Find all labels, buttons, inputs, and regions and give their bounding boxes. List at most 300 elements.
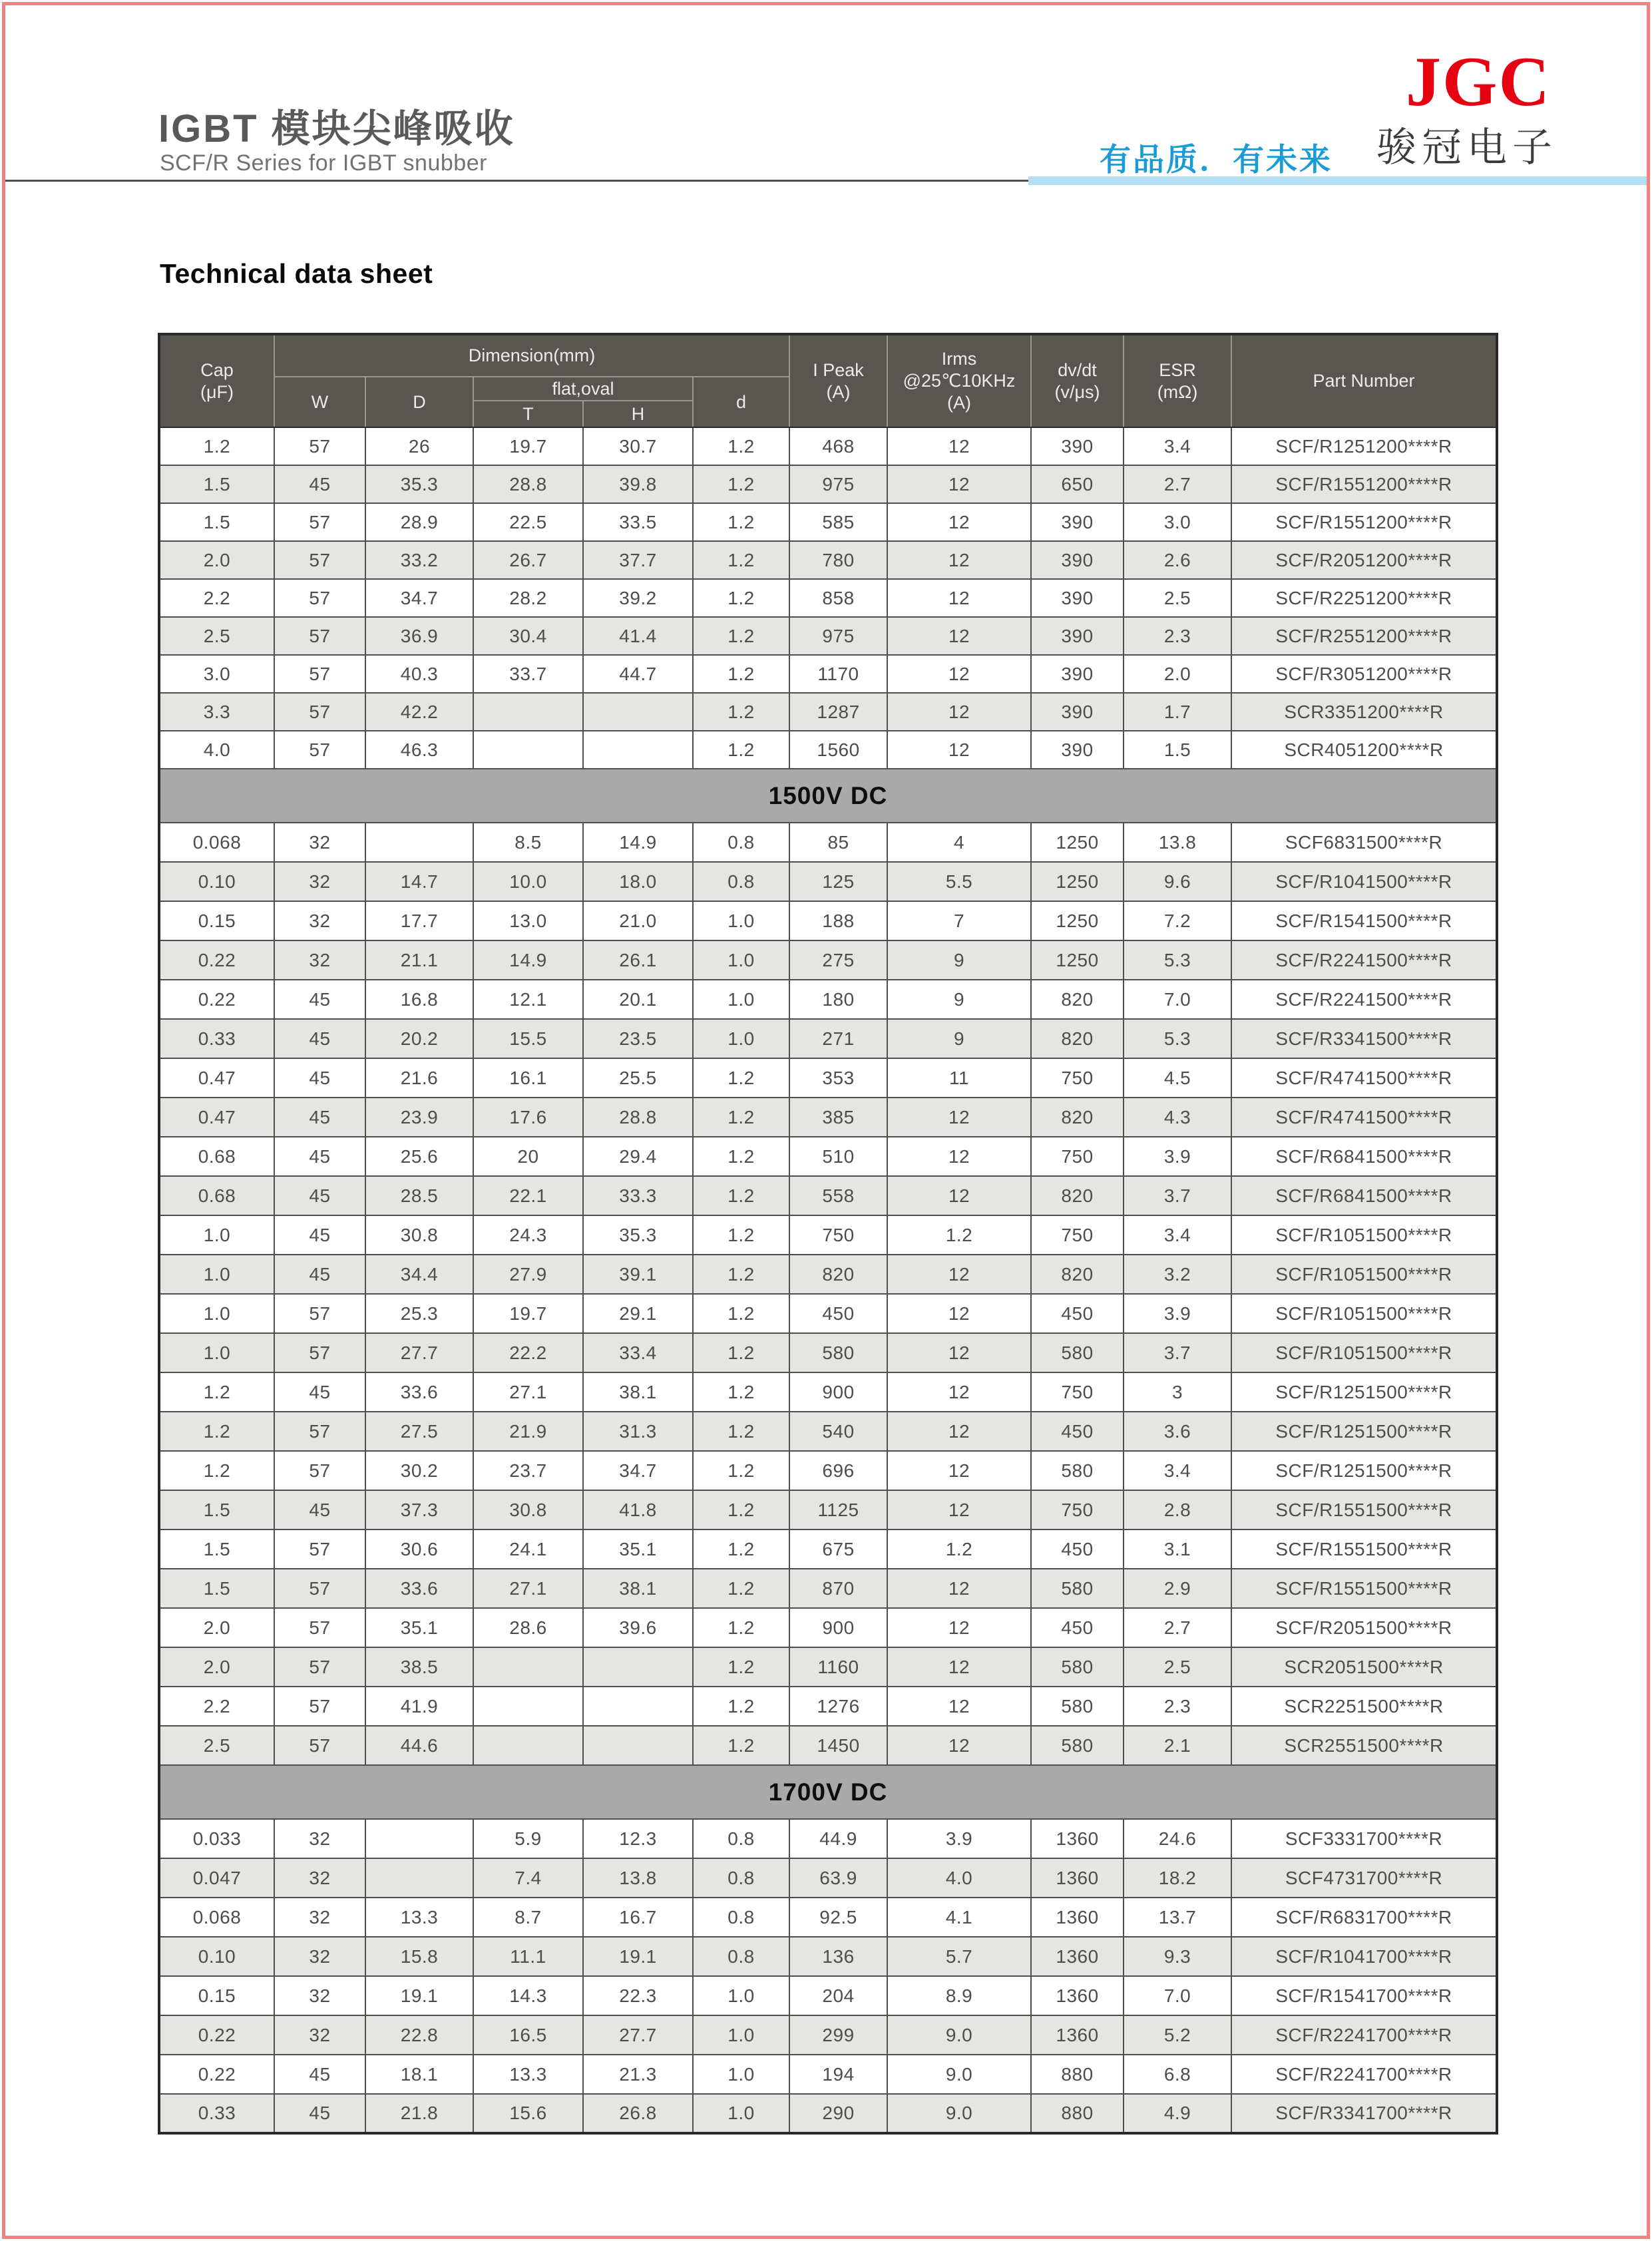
cell: 23.7 — [473, 1451, 583, 1490]
cell: 1.2 — [693, 1372, 789, 1412]
cell: 30.8 — [365, 1215, 473, 1255]
cell: 29.4 — [583, 1137, 693, 1176]
cell: 1.7 — [1124, 693, 1231, 731]
cell: 57 — [274, 1412, 365, 1451]
cell: SCF/R1251500****R — [1231, 1372, 1497, 1412]
cell: 1.0 — [159, 1255, 274, 1294]
table-row — [159, 2094, 1497, 2133]
cell: SCF/R1041500****R — [1231, 862, 1497, 901]
cell: 1.2 — [693, 1333, 789, 1372]
dvdt-label: dv/dt — [1058, 359, 1097, 380]
cell: 12 — [887, 1647, 1031, 1687]
cell: 2.0 — [159, 541, 274, 579]
cell: SCF/R1051500****R — [1231, 1333, 1497, 1372]
table-row — [159, 2015, 1497, 2055]
cell: 1.5 — [1124, 731, 1231, 769]
cell: 3.7 — [1124, 1333, 1231, 1372]
cell: 30.4 — [473, 617, 583, 655]
cell: 1.2 — [693, 1647, 789, 1687]
cell: 0.15 — [159, 901, 274, 940]
cell: 870 — [789, 1569, 887, 1608]
cell: 3.9 — [1124, 1137, 1231, 1176]
table-row — [159, 1215, 1497, 1255]
cell: 57 — [274, 1608, 365, 1647]
cell: 136 — [789, 1937, 887, 1976]
cell: 0.47 — [159, 1098, 274, 1137]
table-row — [159, 465, 1497, 503]
cell: SCF/R3051200****R — [1231, 655, 1497, 693]
cell: SCF/R1041700****R — [1231, 1937, 1497, 1976]
cell: 9.0 — [887, 2015, 1031, 2055]
cell: 26.7 — [473, 541, 583, 579]
cell: 510 — [789, 1137, 887, 1176]
cell: 33.6 — [365, 1372, 473, 1412]
cell: SCR4051200****R — [1231, 731, 1497, 769]
table-row — [159, 655, 1497, 693]
cell — [583, 1647, 693, 1687]
cell: 57 — [274, 1569, 365, 1608]
cell: 9 — [887, 940, 1031, 980]
cell: 57 — [274, 1529, 365, 1569]
cell: 1.5 — [159, 465, 274, 503]
cell: 1.2 — [887, 1529, 1031, 1569]
table-row — [159, 901, 1497, 940]
cell: 39.6 — [583, 1608, 693, 1647]
cell: 30.8 — [473, 1490, 583, 1529]
cell: 750 — [789, 1215, 887, 1255]
cell: 353 — [789, 1058, 887, 1098]
cell: SCF/R6841500****R — [1231, 1137, 1497, 1176]
cell: 1.0 — [693, 1019, 789, 1058]
cell: 12 — [887, 1098, 1031, 1137]
table-row — [159, 1019, 1497, 1058]
cell: 28.9 — [365, 503, 473, 541]
cell: 9.0 — [887, 2094, 1031, 2133]
cell: 46.3 — [365, 731, 473, 769]
cell: 18.1 — [365, 2055, 473, 2094]
cell: 57 — [274, 1451, 365, 1490]
cell: SCF/R2551200****R — [1231, 617, 1497, 655]
cell: 1.2 — [693, 1098, 789, 1137]
cell: 390 — [1031, 617, 1124, 655]
cell: 20.2 — [365, 1019, 473, 1058]
col-header-cap — [159, 334, 274, 427]
cell: SCF/R2241700****R — [1231, 2015, 1497, 2055]
cell: 750 — [1031, 1215, 1124, 1255]
table-row — [159, 1333, 1497, 1372]
cell: 1360 — [1031, 1819, 1124, 1858]
cell: 1.2 — [887, 1215, 1031, 1255]
cell: 580 — [1031, 1687, 1124, 1726]
cell: 22.2 — [473, 1333, 583, 1372]
cell: 14.9 — [583, 823, 693, 862]
cell: 390 — [1031, 655, 1124, 693]
table-row — [159, 693, 1497, 731]
cell: 30.2 — [365, 1451, 473, 1490]
cell: 45 — [274, 1215, 365, 1255]
cell: 1.0 — [693, 2094, 789, 2133]
cell: 1.2 — [159, 1372, 274, 1412]
cell: 27.1 — [473, 1569, 583, 1608]
cell: 45 — [274, 2055, 365, 2094]
cell: 1.2 — [693, 579, 789, 617]
cell: 1.2 — [693, 693, 789, 731]
cell: 820 — [1031, 980, 1124, 1019]
cell: 41.8 — [583, 1490, 693, 1529]
cell: 2.2 — [159, 579, 274, 617]
cell: 12 — [887, 617, 1031, 655]
table-row — [159, 731, 1497, 769]
cell: SCF/R6841500****R — [1231, 1176, 1497, 1215]
cell: 1.2 — [693, 465, 789, 503]
cell: 2.5 — [1124, 579, 1231, 617]
cell: 57 — [274, 579, 365, 617]
cell: 25.6 — [365, 1137, 473, 1176]
cell: 16.8 — [365, 980, 473, 1019]
cell: 28.5 — [365, 1176, 473, 1215]
cell: 385 — [789, 1098, 887, 1137]
cell: 12 — [887, 1333, 1031, 1372]
cell — [365, 823, 473, 862]
cell: 30.7 — [583, 427, 693, 465]
cell: 9.6 — [1124, 862, 1231, 901]
cell: SCF/R3341700****R — [1231, 2094, 1497, 2133]
cell: 2.0 — [159, 1608, 274, 1647]
cell: 820 — [1031, 1255, 1124, 1294]
cell: 4.0 — [159, 731, 274, 769]
cell: 1.2 — [693, 427, 789, 465]
cell: SCF3331700****R — [1231, 1819, 1497, 1858]
cell: 45 — [274, 1019, 365, 1058]
cell: 36.9 — [365, 617, 473, 655]
cell: 33.6 — [365, 1569, 473, 1608]
cell: 1.0 — [693, 980, 789, 1019]
section-band-row — [159, 769, 1497, 823]
cell: 37.7 — [583, 541, 693, 579]
cell: 35.3 — [583, 1215, 693, 1255]
ipeak-label: I Peak — [813, 359, 864, 380]
cell: 12 — [887, 541, 1031, 579]
cell: 696 — [789, 1451, 887, 1490]
cell: 34.4 — [365, 1255, 473, 1294]
cell: 18.0 — [583, 862, 693, 901]
cell: 1.0 — [159, 1294, 274, 1333]
cell: 675 — [789, 1529, 887, 1569]
cell: 12.3 — [583, 1819, 693, 1858]
table-row — [159, 1255, 1497, 1294]
table-row — [159, 1858, 1497, 1898]
cell: 750 — [1031, 1137, 1124, 1176]
table-row — [159, 1529, 1497, 1569]
cell: 271 — [789, 1019, 887, 1058]
cell: 0.15 — [159, 1976, 274, 2015]
cell: 16.1 — [473, 1058, 583, 1098]
cell: 57 — [274, 655, 365, 693]
cell: 7.2 — [1124, 901, 1231, 940]
cell: 820 — [1031, 1019, 1124, 1058]
table-row — [159, 1726, 1497, 1765]
cell: 0.10 — [159, 862, 274, 901]
cell: 9 — [887, 980, 1031, 1019]
table-row — [159, 617, 1497, 655]
cell: 4.1 — [887, 1898, 1031, 1937]
cell: 45 — [274, 465, 365, 503]
cell: 13.7 — [1124, 1898, 1231, 1937]
table-row — [159, 541, 1497, 579]
cell: 1.2 — [693, 1451, 789, 1490]
table-row — [159, 1687, 1497, 1726]
table-row — [159, 862, 1497, 901]
cell: 750 — [1031, 1490, 1124, 1529]
cell: 558 — [789, 1176, 887, 1215]
table-row — [159, 503, 1497, 541]
cell: 125 — [789, 862, 887, 901]
cell: 30.6 — [365, 1529, 473, 1569]
cell: 21.1 — [365, 940, 473, 980]
cell: 27.9 — [473, 1255, 583, 1294]
cell: 1.5 — [159, 503, 274, 541]
cell: 1450 — [789, 1726, 887, 1765]
cell: 2.5 — [159, 617, 274, 655]
table-row — [159, 2055, 1497, 2094]
cell: 45 — [274, 1255, 365, 1294]
cell: 1250 — [1031, 862, 1124, 901]
cell: 33.5 — [583, 503, 693, 541]
cell: 1250 — [1031, 901, 1124, 940]
header-divider-line — [5, 180, 1028, 182]
cell: 1360 — [1031, 1858, 1124, 1898]
cell: 13.3 — [365, 1898, 473, 1937]
cell: 26.1 — [583, 940, 693, 980]
cell: 7.4 — [473, 1858, 583, 1898]
cell: 12 — [887, 427, 1031, 465]
cell: 38.1 — [583, 1372, 693, 1412]
cell: 24.1 — [473, 1529, 583, 1569]
cell: 28.6 — [473, 1608, 583, 1647]
cell: 45 — [274, 1137, 365, 1176]
cell: SCF/R1551500****R — [1231, 1529, 1497, 1569]
cell: 32 — [274, 1976, 365, 2015]
cell: 38.1 — [583, 1569, 693, 1608]
col-header-flat-oval: flat,oval — [473, 377, 693, 401]
cell: 1287 — [789, 693, 887, 731]
cell — [473, 1687, 583, 1726]
cell: 880 — [1031, 2094, 1124, 2133]
cell: 3 — [1124, 1372, 1231, 1412]
cell: 9 — [887, 1019, 1031, 1058]
cell: 1360 — [1031, 1937, 1124, 1976]
cell: 1360 — [1031, 2015, 1124, 2055]
cell: 4.5 — [1124, 1058, 1231, 1098]
cell: 42.2 — [365, 693, 473, 731]
cell: 3.4 — [1124, 1451, 1231, 1490]
cell: SCF/R1541700****R — [1231, 1976, 1497, 2015]
cell: 580 — [789, 1333, 887, 1372]
cell: 45 — [274, 1058, 365, 1098]
cell: 5.5 — [887, 862, 1031, 901]
cell: 0.8 — [693, 1898, 789, 1937]
cell: 450 — [1031, 1412, 1124, 1451]
cell: 15.6 — [473, 2094, 583, 2133]
cell: 34.7 — [365, 579, 473, 617]
cell: SCF/R2051200****R — [1231, 541, 1497, 579]
cell: 1170 — [789, 655, 887, 693]
col-header-irms — [887, 334, 1031, 427]
cell: 15.8 — [365, 1937, 473, 1976]
table-header — [159, 334, 1497, 427]
cell: 390 — [1031, 541, 1124, 579]
cell: 580 — [1031, 1726, 1124, 1765]
cell: 5.3 — [1124, 940, 1231, 980]
cell: 12 — [887, 693, 1031, 731]
cell: 900 — [789, 1608, 887, 1647]
cell — [583, 731, 693, 769]
cell: 390 — [1031, 579, 1124, 617]
company-name: 骏冠电子 — [1376, 125, 1557, 170]
cell: 1.2 — [693, 1294, 789, 1333]
table-row — [159, 940, 1497, 980]
cell: 14.3 — [473, 1976, 583, 2015]
cell: 63.9 — [789, 1858, 887, 1898]
section-band: 1500V DC — [159, 769, 1497, 823]
cell: 18.2 — [1124, 1858, 1231, 1898]
cell: 11.1 — [473, 1937, 583, 1976]
cell: 1.0 — [693, 901, 789, 940]
table-row — [159, 1937, 1497, 1976]
col-header-d-small: d — [693, 377, 789, 427]
cell: 3.3 — [159, 693, 274, 731]
irms-label: Irms — [941, 349, 977, 369]
cell: 1360 — [1031, 1898, 1124, 1937]
cell: SCF/R1251500****R — [1231, 1412, 1497, 1451]
cell: SCF/R1251500****R — [1231, 1451, 1497, 1490]
cell: 3.0 — [159, 655, 274, 693]
table-row — [159, 579, 1497, 617]
cell: 4.9 — [1124, 2094, 1231, 2133]
cell: 23.9 — [365, 1098, 473, 1137]
cell: 0.47 — [159, 1058, 274, 1098]
cell: 5.9 — [473, 1819, 583, 1858]
table-row — [159, 1608, 1497, 1647]
section-band-row — [159, 1765, 1497, 1819]
cell: 13.0 — [473, 901, 583, 940]
cell: 900 — [789, 1372, 887, 1412]
cell: 4.0 — [887, 1858, 1031, 1898]
cell: 32 — [274, 1898, 365, 1937]
cell: 750 — [1031, 1372, 1124, 1412]
cell: 1276 — [789, 1687, 887, 1726]
cell: 45 — [274, 2094, 365, 2133]
table-row — [159, 1490, 1497, 1529]
cell: 3.6 — [1124, 1412, 1231, 1451]
section-band: 1700V DC — [159, 1765, 1497, 1819]
cell: 12 — [887, 1372, 1031, 1412]
cell: 1.0 — [159, 1333, 274, 1372]
cell: 39.2 — [583, 579, 693, 617]
cell: 7 — [887, 901, 1031, 940]
cell: 12 — [887, 579, 1031, 617]
cell: 19.1 — [365, 1976, 473, 2015]
cell — [473, 1726, 583, 1765]
cell: 194 — [789, 2055, 887, 2094]
cell — [583, 693, 693, 731]
table-row — [159, 1412, 1497, 1451]
cell: 32 — [274, 862, 365, 901]
cell: 21.0 — [583, 901, 693, 940]
cap-label: Cap — [200, 359, 234, 380]
cell: 12 — [887, 465, 1031, 503]
cell: 40.3 — [365, 655, 473, 693]
cell: 0.22 — [159, 940, 274, 980]
cell: 21.6 — [365, 1058, 473, 1098]
cell: 1160 — [789, 1647, 887, 1687]
cell: SCF4731700****R — [1231, 1858, 1497, 1898]
cell: 57 — [274, 427, 365, 465]
cell: 57 — [274, 503, 365, 541]
cell — [473, 693, 583, 731]
cell: 540 — [789, 1412, 887, 1451]
irms-condition: @25℃10KHz — [903, 371, 1016, 391]
cell: 28.8 — [473, 465, 583, 503]
cell: 750 — [1031, 1058, 1124, 1098]
cell: 57 — [274, 1647, 365, 1687]
col-header-h: H — [583, 401, 693, 427]
cell: 2.3 — [1124, 1687, 1231, 1726]
cell: 1.2 — [693, 1529, 789, 1569]
cell: 2.6 — [1124, 541, 1231, 579]
cell: 45 — [274, 1098, 365, 1137]
cell: 44.7 — [583, 655, 693, 693]
cell: 13.8 — [1124, 823, 1231, 862]
cell: 580 — [1031, 1569, 1124, 1608]
cell: SCF/R1251200****R — [1231, 427, 1497, 465]
cell: 1.2 — [693, 617, 789, 655]
cell: 39.8 — [583, 465, 693, 503]
cell: 45 — [274, 980, 365, 1019]
cell: 2.5 — [1124, 1647, 1231, 1687]
cell: 32 — [274, 940, 365, 980]
cell: 45 — [274, 1176, 365, 1215]
cell: 31.3 — [583, 1412, 693, 1451]
cell: 57 — [274, 541, 365, 579]
cell: 17.6 — [473, 1098, 583, 1137]
cell: 0.8 — [693, 823, 789, 862]
cell: 975 — [789, 465, 887, 503]
cell: 12.1 — [473, 980, 583, 1019]
irms-unit: (A) — [947, 392, 972, 413]
cell: 16.5 — [473, 2015, 583, 2055]
cell: SCF/R1051500****R — [1231, 1215, 1497, 1255]
cell: SCF/R2241500****R — [1231, 940, 1497, 980]
cell — [365, 1858, 473, 1898]
cell: 12 — [887, 1608, 1031, 1647]
cell: 0.22 — [159, 980, 274, 1019]
cell: 45 — [274, 1490, 365, 1529]
cell: 32 — [274, 901, 365, 940]
table-row — [159, 1569, 1497, 1608]
cell — [473, 1647, 583, 1687]
table-row — [159, 1176, 1497, 1215]
cell: 275 — [789, 940, 887, 980]
table-row — [159, 1976, 1497, 2015]
cell: 3.7 — [1124, 1176, 1231, 1215]
cell: 390 — [1031, 693, 1124, 731]
cell: 450 — [789, 1294, 887, 1333]
cell: 24.6 — [1124, 1819, 1231, 1858]
cell: SCF/R1551200****R — [1231, 503, 1497, 541]
cell: 35.3 — [365, 465, 473, 503]
cell: 1.2 — [159, 1412, 274, 1451]
